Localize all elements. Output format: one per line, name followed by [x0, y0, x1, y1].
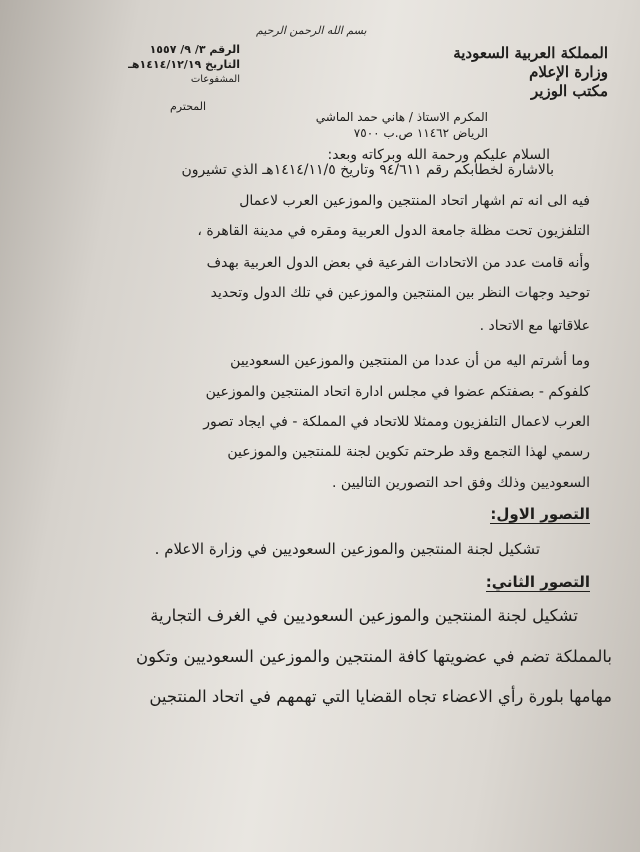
attachments-label: المشفوعات — [190, 74, 240, 85]
body-line: وأنه قامت عدد من الاتحادات الفرعية في بعض الدول العربية بهدف — [206, 255, 590, 271]
reference-date: التاريخ ١٤١٤/١٢/١٩هـ — [128, 58, 240, 71]
letterhead-line-office: مكتب الوزير — [531, 82, 608, 100]
letterhead-line-ministry: وزارة الإعلام — [529, 63, 608, 81]
honorific: المحترم — [170, 100, 207, 113]
body-line: التلفزيون تحت مظلة جامعة الدول العربية ومقره في مدينة القاهرة ، — [197, 223, 590, 239]
basmala: بسم الله الرحمن الرحيم — [256, 24, 367, 37]
letterhead — [453, 44, 608, 101]
second-option-line: تشكيل لجنة المنتجين والموزعين السعوديين في الغرف التجارية — [150, 606, 578, 625]
body-line: فيه الى انه تم اشهار اتحاد المنتجين والموزعين العرب لاعمال — [239, 193, 590, 209]
body-line: بالاشارة لخطابكم رقم ٩٤/٦١١ وتاريخ ١٤١٤/١١/٥هـ الذي تشيرون — [181, 162, 554, 178]
body-line: العرب لاعمال التلفزيون وممثلا للاتحاد في المملكة - في ايجاد تصور — [203, 414, 590, 430]
second-option-heading — [486, 573, 590, 591]
body-line: رسمي لهذا التجمع وقد طرحتم تكوين لجنة للمنتجين والموزعين — [227, 444, 590, 460]
second-option-heading-text: التصور الثاني: — [485, 573, 590, 591]
body-line: وما أشرتم اليه من أن عددا من المنتجين والموزعين السعوديين — [230, 353, 590, 369]
body-line: توحيد وجهات النظر بين المنتجين والموزعين في تلك الدول وتحديد — [210, 285, 590, 301]
addressee-name: المكرم الاستاذ / هاني حمد الماشي — [315, 110, 488, 124]
reference-block — [50, 42, 240, 87]
reference-number: الرقم ٣/ ٩/ ١٥٥٧ — [149, 43, 240, 56]
body-line: علاقاتها مع الاتحاد . — [479, 318, 590, 334]
letterhead-line-kingdom: المملكة العربية السعودية — [453, 44, 608, 62]
greeting: السلام عليكم ورحمة الله وبركاته وبعد: — [327, 147, 550, 163]
first-option-heading — [490, 505, 590, 523]
body-line: السعوديين وذلك وفق احد التصورين التاليين . — [332, 475, 590, 491]
body-line: كلفوكم - بصفتكم عضوا في مجلس ادارة اتحاد المنتجين والموزعين — [205, 384, 590, 400]
addressee-address: الرياض ١١٤٦٢ ص.ب ٧٥٠٠ — [353, 126, 488, 140]
first-option-heading-text: التصور الاول: — [490, 505, 590, 523]
second-option-line: مهامها بلورة رأي الاعضاء تجاه القضايا التي تهمهم في اتحاد المنتجين — [149, 687, 612, 706]
second-option-line: بالمملكة تضم في عضويتها كافة المنتجين والموزعين السعوديين وتكون — [135, 647, 612, 666]
first-option-text: تشكيل لجنة المنتجين والموزعين السعوديين في وزارة الاعلام . — [154, 540, 540, 558]
